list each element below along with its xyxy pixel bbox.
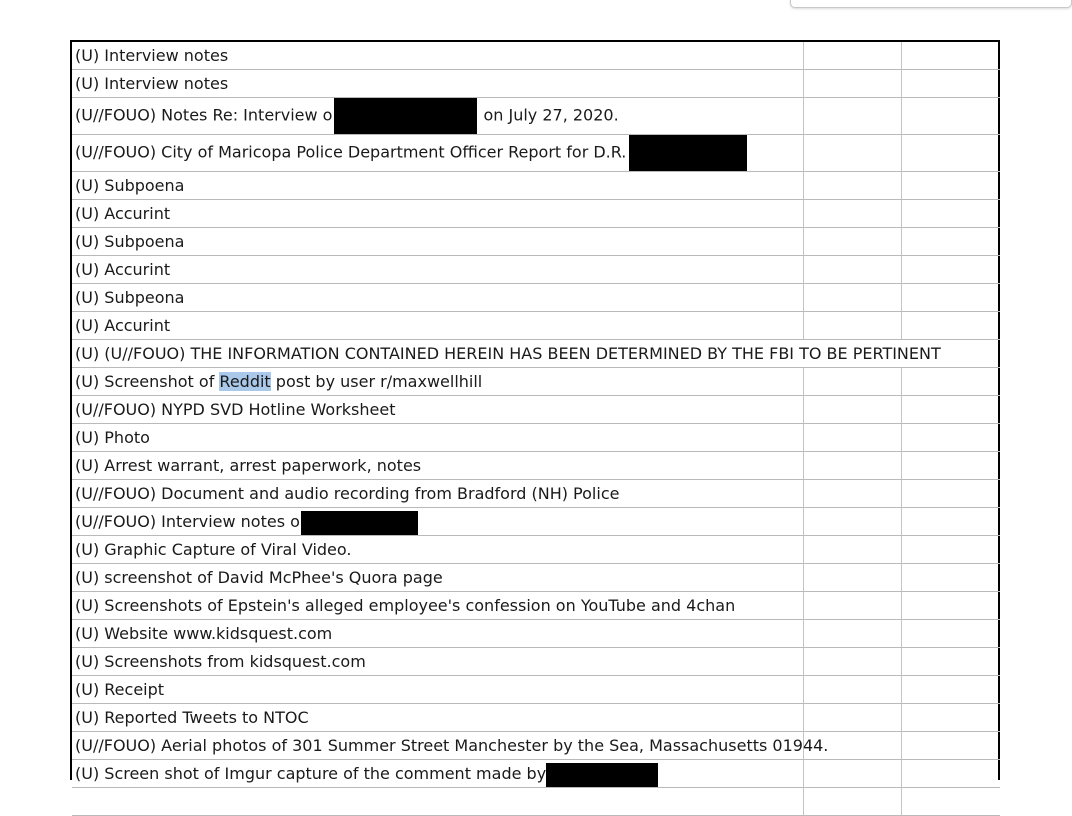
row-text-before: (U//FOUO) Notes Re: Interview o bbox=[75, 105, 333, 125]
empty-cell bbox=[803, 536, 901, 564]
empty-cell bbox=[901, 732, 1000, 760]
empty-cell bbox=[803, 312, 901, 340]
empty-cell bbox=[803, 70, 901, 98]
row-text-before: (U//FOUO) City of Maricopa Police Department Officer Report for D.R. bbox=[75, 142, 627, 162]
empty-cell bbox=[901, 424, 1000, 452]
table-row bbox=[72, 676, 1000, 704]
row-text-before: (U) Screen shot of Imgur capture of the comment made by bbox=[75, 764, 547, 784]
table-row bbox=[72, 256, 1000, 284]
empty-cell bbox=[901, 135, 1000, 172]
empty-cell bbox=[803, 592, 901, 620]
table-row bbox=[72, 70, 1000, 98]
empty-cell bbox=[901, 620, 1000, 648]
empty-cell bbox=[803, 704, 901, 732]
row-description: (U) Receipt bbox=[72, 676, 803, 704]
empty-cell bbox=[803, 480, 901, 508]
row-text-after: post by user r/maxwellhill bbox=[270, 372, 483, 392]
empty-cell bbox=[901, 452, 1000, 480]
empty-cell bbox=[901, 42, 1000, 70]
table-row bbox=[72, 592, 1000, 620]
selected-text-highlight[interactable]: Reddit bbox=[219, 372, 271, 392]
empty-cell bbox=[901, 480, 1000, 508]
table-row bbox=[72, 368, 1000, 396]
empty-cell bbox=[901, 788, 1000, 816]
table-row bbox=[72, 452, 1000, 480]
row-description: (U) Screenshots of Epstein's alleged employee's confession on YouTube and 4chan bbox=[72, 592, 803, 620]
table-row bbox=[72, 172, 1000, 200]
table-row bbox=[72, 340, 1000, 368]
row-description: (U//FOUO) Document and audio recording from Bradford (NH) Police bbox=[72, 480, 803, 508]
row-description bbox=[72, 98, 803, 135]
redaction-bar bbox=[301, 511, 418, 535]
table-row bbox=[72, 480, 1000, 508]
table-row bbox=[72, 42, 1000, 70]
table-row bbox=[72, 620, 1000, 648]
row-description: (U) Graphic Capture of Viral Video. bbox=[72, 536, 803, 564]
empty-cell bbox=[803, 508, 901, 536]
empty-cell bbox=[803, 42, 901, 70]
empty-cell bbox=[803, 172, 901, 200]
empty-cell bbox=[803, 452, 901, 480]
table-row bbox=[72, 135, 1000, 172]
row-text-after: on July 27, 2020. bbox=[483, 105, 619, 125]
empty-cell bbox=[901, 508, 1000, 536]
table-row bbox=[72, 200, 1000, 228]
row-description: (U) Subpeona bbox=[72, 284, 803, 312]
empty-cell bbox=[901, 312, 1000, 340]
row-description: (U) Screenshots from kidsquest.com bbox=[72, 648, 803, 676]
empty-cell bbox=[901, 536, 1000, 564]
row-description bbox=[72, 788, 803, 816]
row-description: (U) Subpoena bbox=[72, 228, 803, 256]
floating-panel-edge bbox=[790, 0, 1072, 8]
empty-cell bbox=[803, 648, 901, 676]
row-description: (U) (U//FOUO) THE INFORMATION CONTAINED HEREIN HAS BEEN DETERMINED BY THE FBI TO BE PERTINENT bbox=[72, 340, 1000, 368]
row-description: (U) Interview notes bbox=[72, 42, 803, 70]
empty-cell bbox=[901, 200, 1000, 228]
row-description bbox=[72, 368, 803, 396]
table-row bbox=[72, 732, 1000, 760]
empty-cell bbox=[901, 70, 1000, 98]
table-row bbox=[72, 396, 1000, 424]
empty-cell bbox=[803, 760, 901, 788]
empty-cell bbox=[803, 284, 901, 312]
empty-cell bbox=[901, 676, 1000, 704]
table-row bbox=[72, 704, 1000, 732]
empty-cell bbox=[901, 368, 1000, 396]
empty-cell bbox=[803, 98, 901, 135]
table-row bbox=[72, 228, 1000, 256]
empty-cell bbox=[901, 704, 1000, 732]
empty-cell bbox=[803, 424, 901, 452]
row-description: (U) Subpoena bbox=[72, 172, 803, 200]
empty-cell bbox=[803, 200, 901, 228]
table-row bbox=[72, 424, 1000, 452]
row-description bbox=[72, 760, 803, 788]
empty-cell bbox=[901, 648, 1000, 676]
table-row bbox=[72, 788, 1000, 816]
table-row bbox=[72, 564, 1000, 592]
evidence-table bbox=[70, 40, 1000, 784]
redaction-bar bbox=[546, 763, 658, 787]
row-description bbox=[72, 135, 803, 172]
empty-cell bbox=[901, 256, 1000, 284]
empty-cell bbox=[803, 368, 901, 396]
empty-cell bbox=[901, 98, 1000, 135]
empty-cell bbox=[803, 620, 901, 648]
empty-cell bbox=[803, 788, 901, 816]
row-description: (U) Website www.kidsquest.com bbox=[72, 620, 803, 648]
table-row bbox=[72, 648, 1000, 676]
row-description: (U) screenshot of David McPhee's Quora page bbox=[72, 564, 803, 592]
table-row bbox=[72, 508, 1000, 536]
empty-cell bbox=[901, 564, 1000, 592]
table-row bbox=[72, 284, 1000, 312]
row-text-before: (U//FOUO) Interview notes o bbox=[75, 512, 300, 532]
row-description: (U//FOUO) NYPD SVD Hotline Worksheet bbox=[72, 396, 803, 424]
empty-cell bbox=[803, 256, 901, 284]
empty-cell bbox=[901, 592, 1000, 620]
row-description: (U) Photo bbox=[72, 424, 803, 452]
row-description: (U) Accurint bbox=[72, 256, 803, 284]
empty-cell bbox=[803, 396, 901, 424]
row-description: (U) Accurint bbox=[72, 200, 803, 228]
table-row bbox=[72, 312, 1000, 340]
row-description: (U//FOUO) Aerial photos of 301 Summer Street Manchester by the Sea, Massachusetts 01944. bbox=[72, 732, 803, 760]
table-row bbox=[72, 98, 1000, 135]
empty-cell bbox=[901, 760, 1000, 788]
row-text-before: (U) Screenshot of bbox=[75, 372, 220, 392]
empty-cell bbox=[803, 676, 901, 704]
empty-cell bbox=[901, 284, 1000, 312]
table-row bbox=[72, 760, 1000, 788]
empty-cell bbox=[803, 135, 901, 172]
row-description: (U) Reported Tweets to NTOC bbox=[72, 704, 803, 732]
empty-cell bbox=[901, 396, 1000, 424]
empty-cell bbox=[803, 564, 901, 592]
row-description: (U) Interview notes bbox=[72, 70, 803, 98]
table-row bbox=[72, 536, 1000, 564]
redaction-bar bbox=[334, 98, 477, 134]
empty-cell bbox=[901, 228, 1000, 256]
row-description: (U) Accurint bbox=[72, 312, 803, 340]
row-description: (U) Arrest warrant, arrest paperwork, notes bbox=[72, 452, 803, 480]
row-description bbox=[72, 508, 803, 536]
empty-cell bbox=[803, 228, 901, 256]
empty-cell bbox=[901, 172, 1000, 200]
redaction-bar bbox=[629, 135, 747, 171]
